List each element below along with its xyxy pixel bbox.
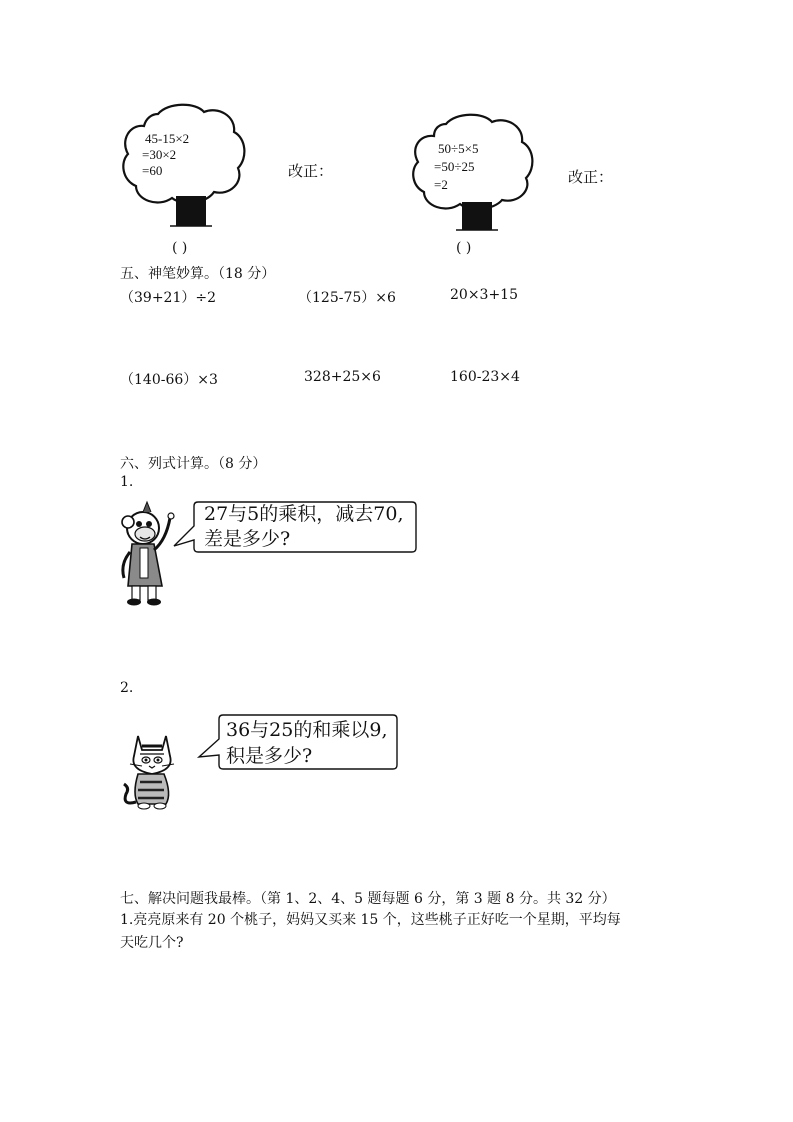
problem-1-line-2: 天吃几个? xyxy=(120,935,184,951)
question-2-number: 2. xyxy=(120,680,134,696)
bubble-2-line-1: 36与25的和乘以9, xyxy=(226,719,388,741)
answer-paren-1[interactable]: ( ) xyxy=(172,240,188,256)
bubble-2-line-2: 积是多少? xyxy=(226,745,313,767)
tree-icon xyxy=(118,100,248,235)
calc-1: （39+21）÷2 xyxy=(120,290,216,306)
problem-1-line-1: 1.亮亮原来有 20 个桃子，妈妈又买来 15 个，这些桃子正好吃一个星期，平均每 xyxy=(120,912,621,928)
question-1-number: 1. xyxy=(120,474,134,490)
tree-2-line-2: =50÷25 xyxy=(434,159,475,174)
tree-1-line-1: 45-15×2 xyxy=(145,131,190,146)
section-6-heading: 六、列式计算。（8 分） xyxy=(120,456,267,472)
speech-bubble-2 xyxy=(193,713,399,773)
section-5-heading: 五、神笔妙算。（18 分） xyxy=(120,266,276,282)
tree-1-line-2: =30×2 xyxy=(142,147,177,162)
tree-problem-2 xyxy=(408,110,538,240)
correction-label-2: 改正： xyxy=(568,168,614,186)
tree-icon xyxy=(408,110,538,240)
bubble-1-line-1: 27与5的乘积，减去70, xyxy=(204,503,404,525)
calc-3: 20×3+15 xyxy=(450,287,518,303)
section-7-heading: 七、解决问题我最棒。（第 1、2、4、5 题每题 6 分，第 3 题 8 分。共 32 分） xyxy=(120,891,616,907)
tree-2-line-1: 50÷5×5 xyxy=(438,141,479,156)
answer-paren-2[interactable]: ( ) xyxy=(456,240,472,256)
calc-6: 160-23×4 xyxy=(450,369,520,385)
calc-5: 328+25×6 xyxy=(304,369,381,385)
tree-problem-1 xyxy=(118,100,248,235)
tree-2-line-3: =2 xyxy=(434,177,448,192)
speech-bubble-1 xyxy=(168,500,418,556)
cat-icon xyxy=(118,732,184,812)
bubble-1-line-2: 差是多少? xyxy=(204,528,291,550)
calc-4: （140-66）×3 xyxy=(120,372,218,388)
calc-2: （125-75）×6 xyxy=(298,290,396,306)
correction-label-1: 改正： xyxy=(288,162,334,180)
tree-1-line-3: =60 xyxy=(142,163,163,178)
